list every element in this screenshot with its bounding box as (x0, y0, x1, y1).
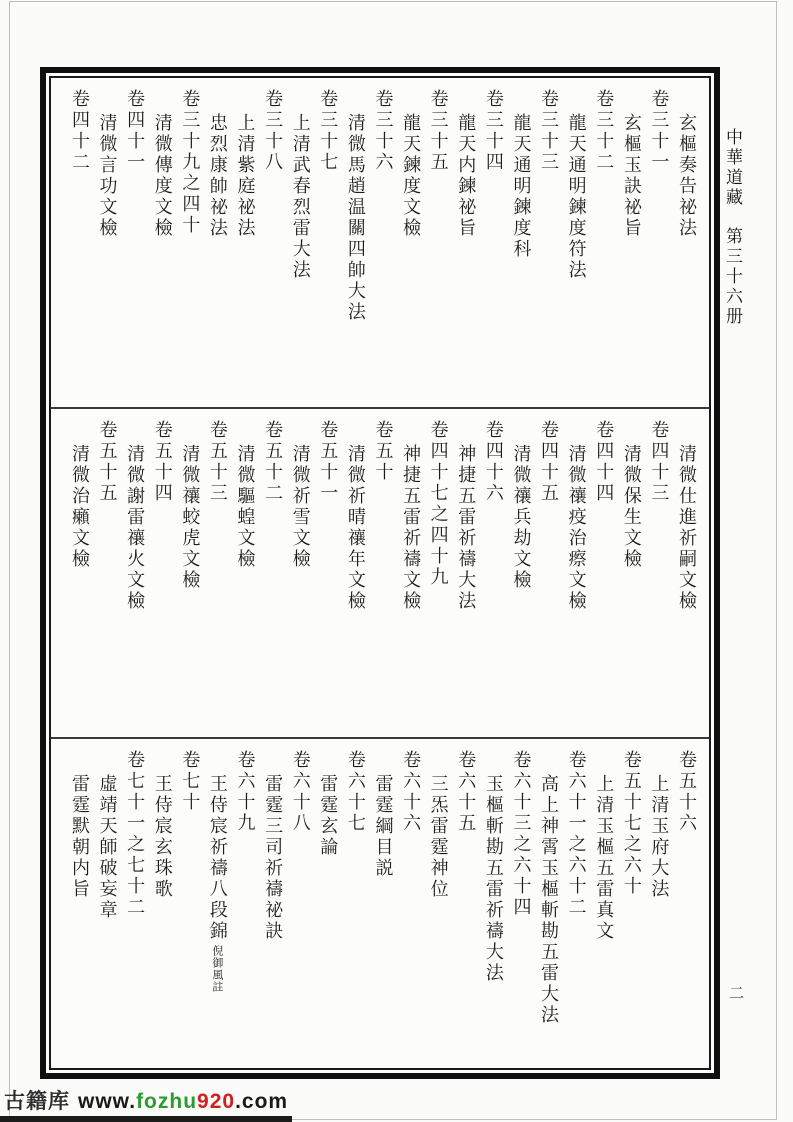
toc-volume-label: 卷三十九之四十 (179, 89, 201, 236)
toc-volume-label: 卷七十 (179, 750, 201, 814)
toc-entry-title: 神捷五雷祈禱大法 (455, 443, 477, 612)
toc-entry-title: 清微馬趙温關四帥大法 (344, 113, 366, 323)
toc-entry-title: 清微祈雪文檢 (289, 443, 311, 570)
toc-volume-label: 卷五十 (372, 419, 394, 483)
volume-label: 第三十六册 (722, 227, 742, 327)
watermark-site-name: 古籍库 (4, 1090, 70, 1113)
toc-entry-title: 上清玉府大法 (648, 774, 670, 901)
toc-entry-title: 龍天鍊度文檢 (400, 113, 422, 239)
toc-volume-label: 卷三十三 (538, 89, 560, 173)
watermark-url-prefix: www. (78, 1090, 137, 1113)
content-frame (40, 67, 720, 1079)
edge-caption (719, 128, 745, 327)
watermark-url-suffix: .com (235, 1090, 289, 1113)
toc-entry-title: 高上神霄玉樞斬勘五雷大法 (538, 774, 560, 1027)
toc-volume-label: 卷五十一 (317, 419, 339, 504)
toc-entry-title: 上清玉樞五雷真文 (593, 774, 615, 943)
toc-entry-title: 清微禳兵劫文檢 (510, 443, 532, 591)
toc-annotation: 倪御風註 (210, 945, 224, 994)
toc-entry-title: 清微禳疫治瘵文檢 (565, 443, 587, 612)
toc-entry-title: 玄樞玉訣祕旨 (620, 113, 642, 239)
watermark-url-red: 920 (197, 1090, 236, 1113)
toc-volume-label: 卷三十八 (262, 89, 284, 173)
toc-entry-title: 清微言功文檢 (96, 113, 118, 239)
toc-entry-title: 清微保生文檢 (620, 443, 642, 570)
toc-volume-label: 卷三十二 (593, 89, 615, 173)
toc-entry-title: 清微祈晴禳年文檢 (344, 443, 366, 612)
content-frame-inner-border (49, 76, 711, 1070)
toc-entry-title: 龍天通明鍊度科 (510, 113, 532, 260)
toc-volume-label: 卷五十三 (206, 419, 228, 504)
toc-entry-title: 王侍宸祈禱八段錦倪御風註 (206, 774, 228, 994)
toc-section-bottom (51, 737, 709, 1068)
toc-volume-label: 卷五十二 (262, 419, 284, 504)
toc-entry-title: 三炁雷霆神位 (427, 774, 449, 901)
toc-volume-label: 卷五十七之六十 (620, 750, 642, 898)
watermark-url-green: fozhu (136, 1090, 198, 1113)
toc-volume-label: 卷四十二 (68, 89, 90, 173)
toc-entry-title: 神捷五雷祈禱文檢 (400, 443, 422, 612)
toc-volume-label: 卷三十一 (648, 89, 670, 173)
toc-volume-label: 卷七十一之七十二 (124, 750, 146, 919)
toc-entry-title: 清微謝雷禳火文檢 (124, 443, 146, 612)
toc-entry-title: 雷霆玄論 (317, 774, 339, 859)
toc-entry-title: 清微仕進祈嗣文檢 (676, 443, 697, 612)
toc-entry-title: 虛靖天師破妄章 (96, 774, 118, 922)
scan-artifact-bar (0, 1116, 292, 1122)
toc-volume-label: 卷三十六 (372, 89, 394, 173)
toc-volume-label: 卷五十五 (96, 419, 118, 504)
toc-entry-title: 王侍宸玄珠歌 (151, 774, 173, 901)
toc-entry-title: 龍天内鍊祕旨 (455, 113, 477, 239)
toc-volume-label: 卷六十七 (344, 750, 366, 835)
toc-entry-title: 清微禳蛟虎文檢 (179, 443, 201, 591)
toc-volume-label: 卷四十六 (482, 419, 504, 504)
toc-volume-label: 卷四十一 (124, 89, 146, 173)
toc-volume-label: 卷六十八 (289, 750, 311, 835)
toc-volume-label: 卷六十五 (455, 750, 477, 835)
toc-volume-label: 卷六十九 (234, 750, 256, 835)
toc-volume-label: 卷六十六 (400, 750, 422, 835)
toc-volume-label: 卷五十六 (676, 750, 697, 835)
toc-entry-title: 龍天通明鍊度符法 (565, 113, 587, 281)
series-title: 中華道藏 (722, 128, 742, 208)
toc-volume-label: 卷四十四 (593, 419, 615, 504)
toc-section-top (51, 78, 709, 407)
toc-volume-label: 卷五十四 (151, 419, 173, 504)
toc-entry-title: 清微驅蝗文檢 (234, 443, 256, 570)
toc-entry-title: 清微傳度文檢 (151, 113, 173, 239)
toc-entry-title: 忠烈康帥祕法 (206, 113, 228, 239)
toc-volume-label: 卷四十五 (538, 419, 560, 504)
toc-entry-title: 玉樞斬勘五雷祈禱大法 (482, 774, 504, 985)
toc-volume-label: 卷六十一之六十二 (565, 750, 587, 919)
toc-entry-title: 雷霆默朝内旨 (68, 774, 90, 901)
toc-entry-title: 清微治癩文檢 (68, 443, 90, 570)
toc-volume-label: 卷三十四 (482, 89, 504, 173)
toc-entry-title: 上清武春烈雷大法 (289, 113, 311, 281)
toc-entry-title: 雷霆綱目説 (372, 774, 394, 880)
toc-volume-label: 卷四十三 (648, 419, 670, 504)
page-number: 二 (727, 985, 745, 1000)
toc-entry-title: 雷霆三司祈禱祕訣 (262, 774, 284, 943)
toc-entry-title: 玄樞奏告祕法 (676, 113, 697, 239)
toc-section-middle (51, 407, 709, 738)
watermark (4, 1085, 288, 1115)
toc-volume-label: 卷三十七 (317, 89, 339, 173)
toc-volume-label: 卷四十七之四十九 (427, 419, 449, 588)
toc-entry-title: 上清紫庭祕法 (234, 113, 256, 239)
toc-volume-label: 卷六十三之六十四 (510, 750, 532, 919)
toc-volume-label: 卷三十五 (427, 89, 449, 173)
